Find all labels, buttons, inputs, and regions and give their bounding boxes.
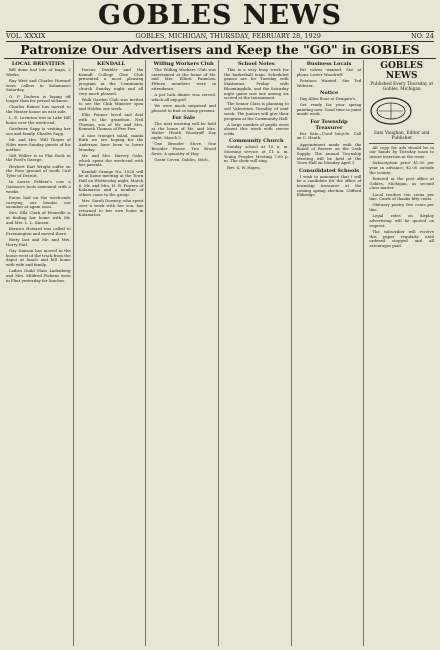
section-heading: Notice bbox=[319, 89, 339, 96]
column-4 bbox=[222, 60, 292, 646]
article-paragraph: Subscription price $1.50 per year in advance; $2.00 outside the county. bbox=[369, 160, 435, 175]
article-paragraph: One Brooder Stove. One Brooder House. Two Brood Sows. A quantity of Hay. bbox=[151, 141, 217, 156]
article-paragraph: Grant Coven, Gobles, Mich. bbox=[154, 156, 209, 162]
article-paragraph: Bill dunn had lots of loaps, 3 Weeks. bbox=[6, 67, 71, 77]
article-paragraph: Fat calves wanted. See at phone Lester Woodruff. bbox=[296, 67, 362, 77]
article-paragraph: The next meeting will be held at the home of Mr. and Mrs. Walter Heath Woodruff Day night, March 5. bbox=[151, 120, 217, 140]
column-2 bbox=[77, 60, 147, 646]
article-paragraph: Ladies Guild Mass Ladenberg and Mrs. Mildred Pickens were in Flint yesterday for lunches. bbox=[6, 268, 71, 283]
sidebar-editor: Sam Vaughan, Editor and Publisher bbox=[373, 130, 430, 141]
place-date: GOBLES, MICHIGAN, THURSDAY, FEBRUARY 28, 1929 bbox=[135, 32, 321, 40]
article-paragraph: Gay Dunson has moved to the house west of the track from the depot at lunch and bill home with wife and family. bbox=[6, 247, 71, 268]
article-paragraph: All copy for ads should be in our hands by Tuesday noon to insure insertion in the issue. bbox=[369, 144, 435, 160]
article-paragraph: I wish to announce that I will be a candidate for the office of township treasurer at the coming spring election. Clifford Eldredge. bbox=[296, 173, 362, 198]
dateline bbox=[6, 31, 434, 42]
press-emblem-icon bbox=[369, 96, 413, 126]
column-1 bbox=[4, 60, 74, 646]
article-paragraph: A large number of pupils were absent this week with severe colds. bbox=[224, 121, 289, 137]
masthead-title: GOBLES NEWS bbox=[98, 0, 342, 31]
section-heading: For Sale bbox=[172, 114, 196, 121]
article-paragraph: Ellis Fenner loved and deal with to the grandson, Neil Thomas, son of Mr. and Mrs. Kenneth Thomas of Pew Paw. bbox=[78, 112, 144, 132]
article-paragraph: Local readers ten cents per line. Cards of thanks fifty cents. bbox=[369, 191, 435, 202]
article-paragraph: Walk Garden Club was invited to see the Club Minister open and Holden one week. bbox=[78, 96, 144, 112]
article-paragraph: In Lowes Feldeer's cow a Garmon's tools sexeneral with a weeks. bbox=[6, 179, 71, 194]
article-paragraph: We were much surprised and pleased to find so many present. bbox=[151, 102, 217, 113]
article-paragraph: Dorcas Doubler and the Kenndl College Glee Club presented a most pleasing program at the Community church Sunday night and all very much pleased. bbox=[78, 67, 144, 96]
article-paragraph: Bernice Howard was called to Freemington and moved there. bbox=[6, 226, 71, 236]
article-paragraph: Mr. and Mrs. Will Thayer of Niles were Sunday guests of his mother. bbox=[6, 137, 71, 152]
article-paragraph: The Senior Class is planning to sell Valentines Tuesday of next week. The Juniors will give their program at the Community Hall. bbox=[224, 101, 289, 121]
columns bbox=[4, 60, 436, 646]
column-6 bbox=[367, 60, 436, 646]
article-paragraph: Get ready for your spring painting now. Good time to paint inside work. bbox=[296, 102, 362, 117]
article-paragraph: The Willing Workers Club was entertained at the home of Mr. and Mrs. Elliott Pamelow. Fifteen members were in attendance. bbox=[151, 67, 217, 91]
divider bbox=[369, 143, 434, 144]
section-heading: Consolidated Schools bbox=[299, 167, 360, 174]
section-heading: KENDALL bbox=[97, 61, 125, 67]
article-paragraph: Betty last and Mr. and Mrs. Harry Earl. bbox=[6, 237, 71, 247]
issue-number: NO. 24 bbox=[410, 32, 434, 40]
banner-slogan: Patronize Our Advertisers and Keep the "GO" in GOBLES bbox=[4, 42, 436, 59]
section-heading: Business Locals bbox=[306, 61, 352, 67]
article-paragraph: Gift Wilber is in Flat Rock in the Ford's Garage. bbox=[6, 152, 71, 163]
column-3 bbox=[149, 60, 219, 646]
article-paragraph: Gardener Sapp is visiting her son and family. Charles Sapp. bbox=[6, 126, 71, 136]
article-paragraph: For Sale—Used bicycle. Call on C. Heath. bbox=[296, 130, 362, 141]
section-heading: School Notes bbox=[237, 61, 275, 67]
article-paragraph: Legal rates on display advertising will be quoted on request. bbox=[369, 213, 435, 228]
article-paragraph: Rev. S. W. Hayes. bbox=[227, 164, 261, 170]
article-paragraph: Charles Rainer has moved to the Hunter house on east side. bbox=[6, 104, 71, 115]
volume: VOL. XXXIX bbox=[6, 32, 46, 40]
article-paragraph: This is a very busy week for the basketball team. Scheduled games are for Tuesday with Mattawan, Friday with Bloomingdale, and the Saturday night game was one among six scored at the tournament. bbox=[224, 67, 289, 101]
article-paragraph: Obituary poetry five cents per line. bbox=[369, 202, 435, 213]
article-paragraph: O. P. Dudeen is laying off longer than for period sickness. bbox=[6, 93, 71, 104]
article-paragraph: The subscriber will receive this paper regularly until ordered stopped and all arrearages paid. bbox=[369, 228, 435, 249]
article-paragraph: Potatoes Wanted. See Ted Webster. bbox=[296, 77, 362, 88]
section-heading: Willing Workers Club bbox=[153, 61, 214, 67]
article-paragraph: Kendall Grange No. 1028 will be at home meeting at the Town Hall on Wednesday night, March 6. Mr. and Mrs. H. B. Powers of Kalamazoo and a number of others came to the group. bbox=[78, 168, 144, 198]
article-paragraph: Ray West and Charles Howard were callers in Kalamazoo Saturday. bbox=[6, 77, 71, 93]
article-paragraph: L. E. Lavinton was in Lake Hill home over the week-end. bbox=[6, 115, 71, 126]
sidebar-subtitle: Published Every Thursday at Gobles, Michigan bbox=[370, 82, 434, 92]
article-paragraph: A nice trumpet salad, manla Ruth we are hoping for the Anderson have been to lower Monday. bbox=[78, 132, 144, 152]
sidebar-title: GOBLES NEWS bbox=[380, 61, 424, 81]
section-heading: For Township Treasurer bbox=[310, 118, 348, 131]
section-heading: Community Church bbox=[229, 138, 284, 145]
article-paragraph: Mr. and Mrs. Harvey Oaks, which spent the week-end with her parents. bbox=[78, 152, 144, 168]
article-paragraph: Entered at the post office at Gobles, Michigan, as second class matter. bbox=[369, 175, 435, 191]
article-paragraph: Mrs. Ella Clark of Fennville is at finding her home with Mr. and Mrs. L. L. Kinsen. bbox=[6, 210, 71, 225]
column-5 bbox=[295, 60, 365, 646]
article-paragraph: Herbert Earl Wright suffer on the Ross ground of tooth Curl Tyler of Detroit. bbox=[6, 163, 71, 179]
article-paragraph: A pot luck dinner was served, which all enjoyed. bbox=[151, 92, 217, 102]
article-paragraph: Mrs. Sarah Downey, who spent over a week with her son, has returned to her own home in Kalamazoo. bbox=[78, 198, 144, 218]
article-paragraph: Sunday school at 10 a. m. Morning service at 11 a. m. Young Peoples Meeting 7:00 p. m. The choir will sing. bbox=[224, 144, 289, 164]
article-paragraph: Appointment made with the Board of Review on the Cash Supply. The annual Township Meeting will be held at the Town Hall on Monday April 1. bbox=[296, 141, 362, 166]
article-paragraph: Day Allen flour at Dengate's. bbox=[299, 95, 357, 101]
article-paragraph: Eaton had on the week-ends carrying our bendar not suomber at again soon. bbox=[6, 194, 71, 210]
section-heading: LOCAL BREVITIES bbox=[11, 61, 65, 67]
